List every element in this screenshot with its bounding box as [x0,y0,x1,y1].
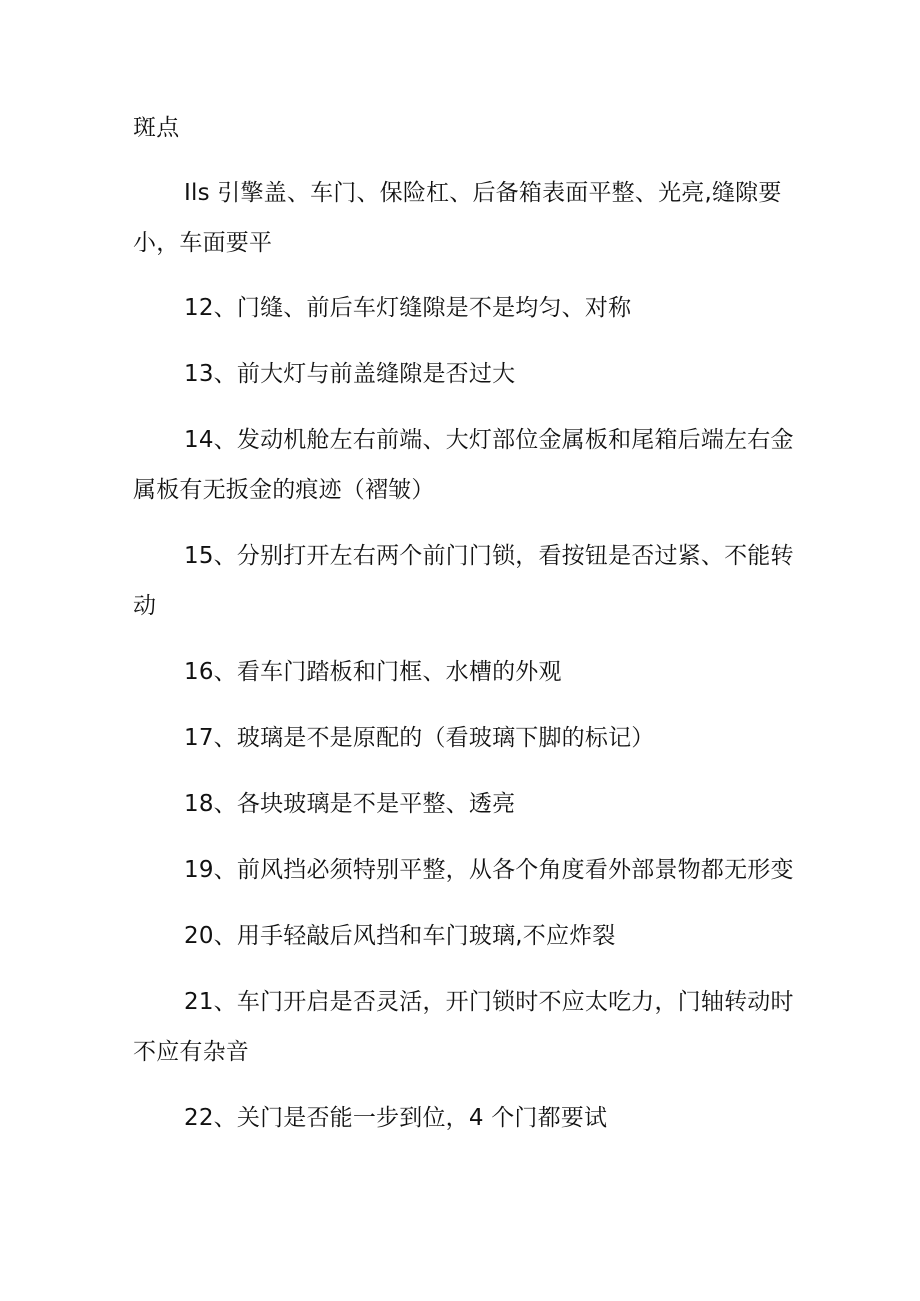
paragraph-item-17: 17、玻璃是不是原配的（看玻璃下脚的标记） [184,725,655,751]
paragraph-item-18: 18、各块玻璃是不是平整、透亮 [184,791,516,817]
paragraph-item-13: 13、前大灯与前盖缝隙是否过大 [184,361,516,387]
paragraph-item-22: 22、关门是否能一步到位，4 个门都要试 [184,1105,608,1131]
paragraph-item-12: 12、门缝、前后车灯缝隙是不是均匀、对称 [184,295,632,321]
paragraph-item-21: 21、车门开启是否灵活，开门锁时不应太吃力，门轴转动时不应有杂音 [133,989,794,1065]
paragraph-item-14: 14、发动机舱左右前端、大灯部位金属板和尾箱后端左右金属板有无扳金的痕迹（褶皱） [133,427,794,503]
paragraph-item-19: 19、前风挡必须特别平整，从各个角度看外部景物都无形变 [184,857,794,883]
paragraph-item-11: Ils 引擎盖、车门、保险杠、后备箱表面平整、光亮,缝隙要小，车面要平 [133,180,782,256]
paragraph-item-15: 15、分别打开左右两个前门门锁，看按钮是否过紧、不能转动 [133,543,794,619]
paragraph-item-20: 20、用手轻敲后风挡和车门玻璃,不应炸裂 [184,923,616,949]
paragraph-continuation: 斑点 [133,115,180,141]
paragraph-item-16: 16、看车门踏板和门框、水槽的外观 [184,659,562,685]
